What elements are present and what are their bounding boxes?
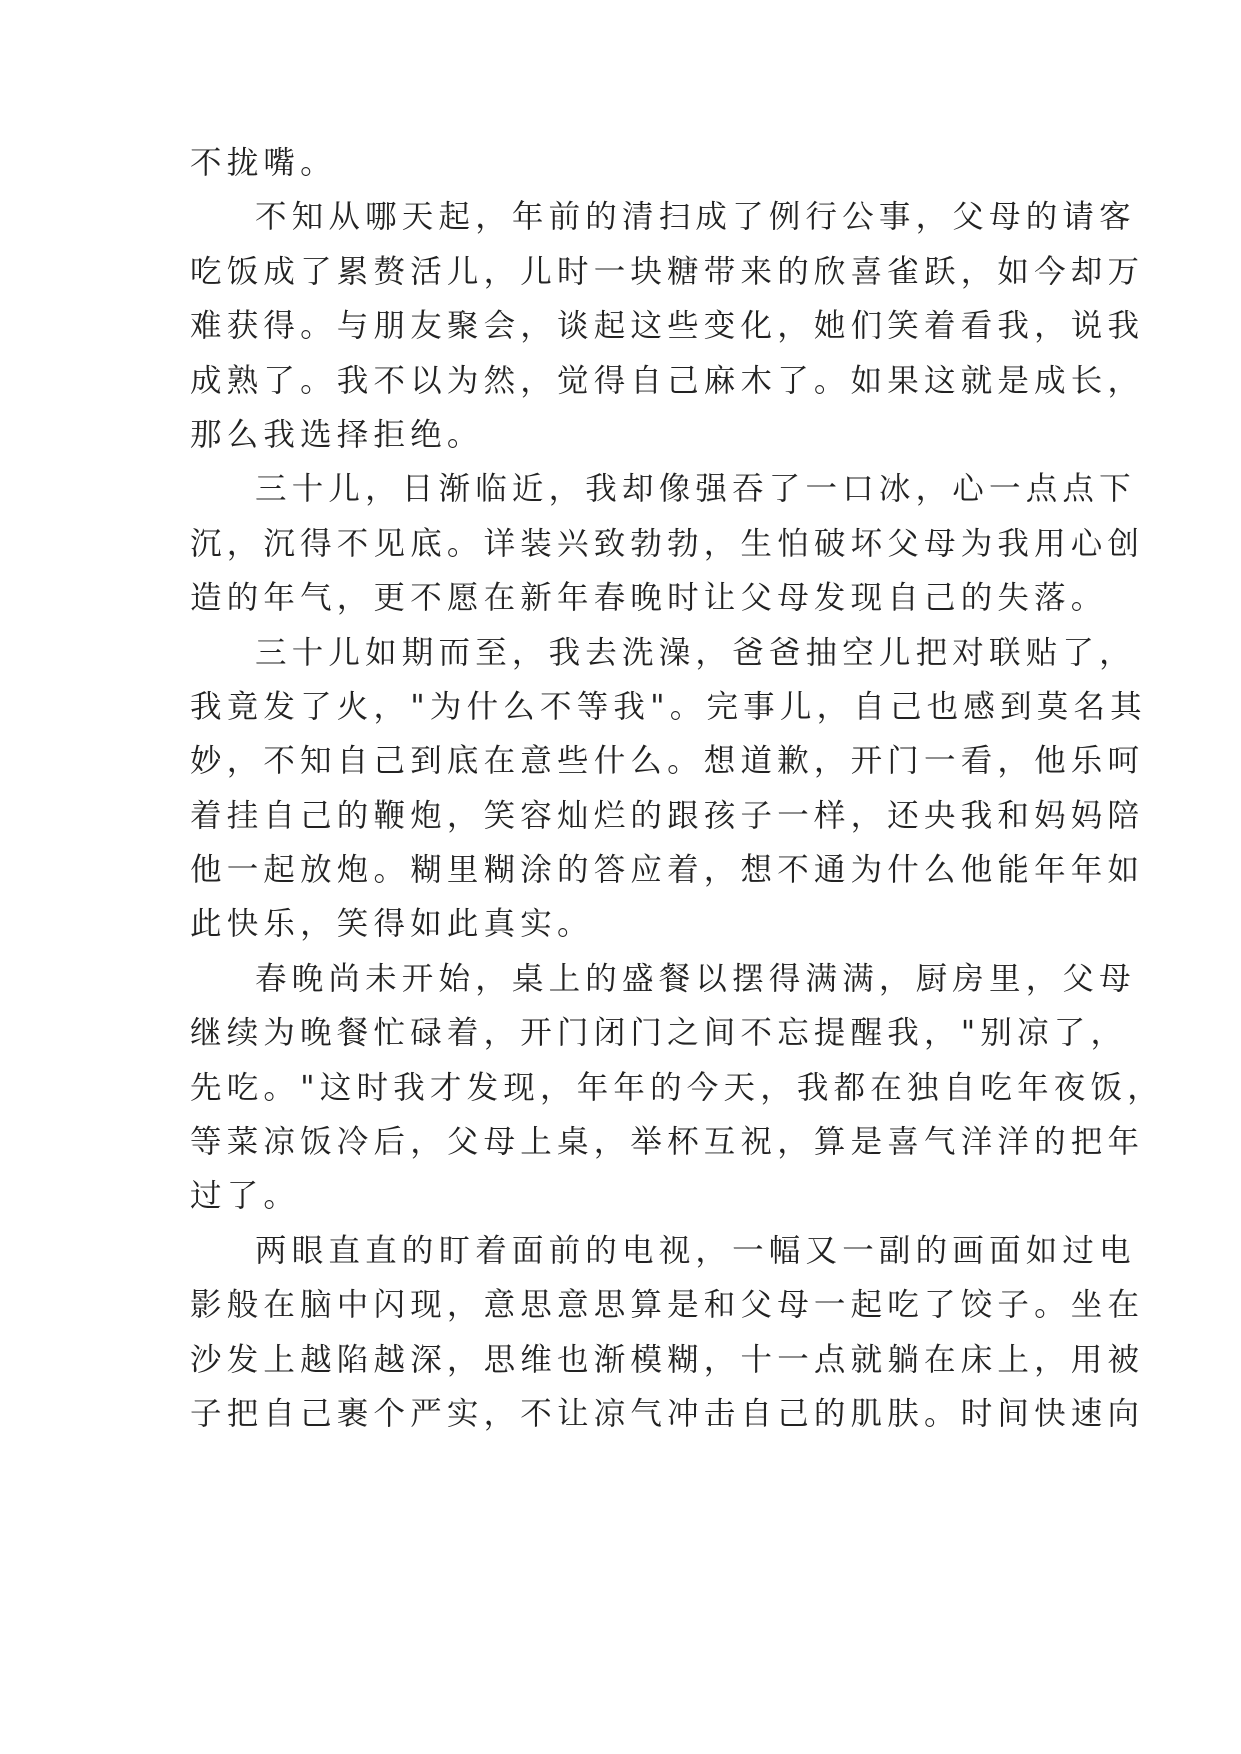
text-line-14: 他一起放炮。糊里糊涂的答应着，想不通为什么他能年年如 [190,852,1145,888]
text-line-23: 沙发上越陷越深，思维也渐模糊，十一点就躺在床上，用被 [190,1342,1145,1378]
text-line-21: 两眼直直的盯着面前的电视，一幅又一副的画面如过电 [255,1233,1136,1269]
text-line-20: 过了。 [190,1178,301,1214]
text-line-18: 先吃。"这时我才发现，年年的今天，我都在独自吃年夜饭， [190,1070,1164,1106]
text-line-12: 妙，不知自己到底在意些什么。想道歉，开门一看，他乐呵 [190,743,1145,779]
text-line-16: 春晚尚未开始，桌上的盛餐以摆得满满，厨房里，父母 [255,961,1136,997]
text-line-2: 不知从哪天起，年前的清扫成了例行公事，父母的请客 [255,199,1136,235]
text-line-15: 此快乐，笑得如此真实。 [190,906,594,942]
text-line-7: 三十儿，日渐临近，我却像强吞了一口冰，心一点点下 [255,471,1136,507]
text-line-17: 继续为晚餐忙碌着，开门闭门之间不忘提醒我，"别凉了， [190,1015,1128,1051]
text-line-9: 造的年气，更不愿在新年春晚时让父母发现自己的失落。 [190,580,1108,616]
text-line-10: 三十儿如期而至，我去洗澡，爸爸抽空儿把对联贴了， [255,635,1136,671]
text-line-8: 沉，沉得不见底。详装兴致勃勃，生怕破坏父母为我用心创 [190,526,1145,562]
text-line-6: 那么我选择拒绝。 [190,417,484,453]
text-line-11: 我竟发了火，"为什么不等我"。完事儿，自己也感到莫名其 [190,689,1147,725]
text-line-19: 等菜凉饭冷后，父母上桌，举杯互祝，算是喜气洋洋的把年 [190,1124,1145,1160]
text-line-1: 不拢嘴。 [190,145,337,181]
text-line-22: 影般在脑中闪现，意思意思算是和父母一起吃了饺子。坐在 [190,1287,1145,1323]
text-line-24: 子把自己裹个严实，不让凉气冲击自己的肌肤。时间快速向 [190,1396,1145,1432]
text-line-13: 着挂自己的鞭炮，笑容灿烂的跟孩子一样，还央我和妈妈陪 [190,798,1145,834]
text-line-5: 成熟了。我不以为然，觉得自己麻木了。如果这就是成长， [190,363,1145,399]
text-line-3: 吃饭成了累赘活儿，儿时一块糖带来的欣喜雀跃，如今却万 [190,254,1145,290]
text-line-4: 难获得。与朋友聚会，谈起这些变化，她们笑着看我，说我 [190,308,1145,344]
